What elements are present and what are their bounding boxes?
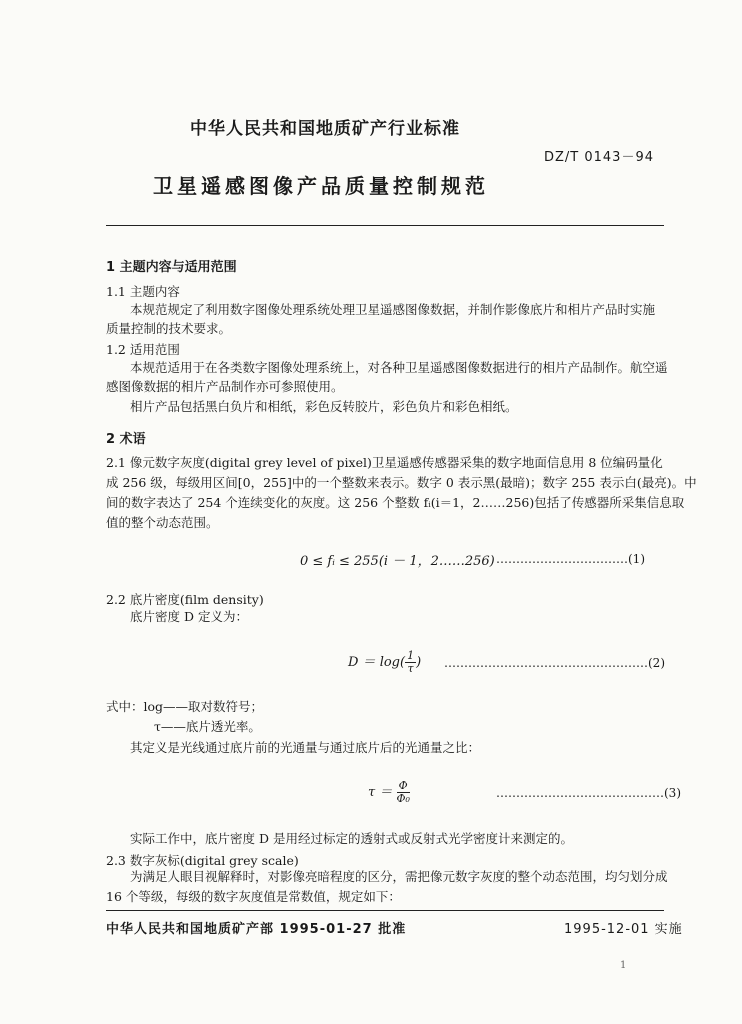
section-2-2-measurement-text: 实际工作中，底片密度 D 是用经过标定的透射式或反射式光学密度计来测定的。 xyxy=(130,831,573,846)
section-2-1-line-3: 间的数字表达了 254 个连续变化的灰度。这 256 个整数 fᵢ(i＝1，2……256)包括了传感器所采集信息取 xyxy=(106,495,685,510)
section-2-3-text-line-2: 16 个等级，每级的数字灰度值是常数值，规定如下： xyxy=(106,889,401,904)
equation-1: 0 ≤ fᵢ ≤ 255(i － 1，2……256) xyxy=(300,554,495,569)
section-1-1-text-line-1: 本规范规定了利用数字图像处理系统处理卫星遥感图像数据，并制作影像底片和相片产品时实施 xyxy=(130,302,656,317)
equation-2-denominator: τ xyxy=(407,662,414,675)
section-1-2-heading: 1.2 适用范围 xyxy=(106,342,180,357)
section-1-heading: 1 主题内容与适用范围 xyxy=(106,260,237,275)
implementation-date: 1995-12-01 实施 xyxy=(564,922,683,937)
section-2-2-ratio-text: 其定义是光线通过底片前的光通量与通过底片后的光通量之比： xyxy=(130,740,481,755)
equation-2-numerator: 1 xyxy=(407,649,415,662)
section-2-2-definition: 底片密度 D 定义为： xyxy=(130,609,248,624)
equation-3-number: ……………………………………(3) xyxy=(496,786,681,800)
section-2-3-text-line-1: 为满足人眼目视解释时，对影像亮暗程度的区分，需把像元数字灰度的整个动态范围，均匀划分成 xyxy=(130,869,668,884)
issuing-organization: 中华人民共和国地质矿产行业标准 xyxy=(190,119,460,139)
section-1-2-text-line-2: 感图像数据的相片产品制作亦可参照使用。 xyxy=(106,379,344,394)
section-2-heading: 2 术语 xyxy=(106,432,146,447)
standard-number: DZ/T 0143－94 xyxy=(544,150,654,165)
equation-2-lhs: D ＝ log( xyxy=(348,655,406,670)
where-clause-1: 式中：log——取对数符号； xyxy=(106,699,264,714)
equation-3-denominator: Φ₀ xyxy=(396,792,410,805)
section-1-1-text-line-2: 质量控制的技术要求。 xyxy=(106,321,232,336)
equation-2-number: ……………………………………………(2) xyxy=(444,656,665,670)
document-title: 卫星遥感图像产品质量控制规范 xyxy=(153,174,489,198)
section-2-1-line-1: 2.1 像元数字灰度(digital grey level of pixel)卫星遥感传感器采集的数字地面信息用 8 位编码量化 xyxy=(106,455,663,470)
section-1-2-text-line-3: 相片产品包括黑白负片和相纸，彩色反转胶片，彩色负片和彩色相纸。 xyxy=(130,399,518,414)
equation-3 xyxy=(368,780,410,805)
section-2-1-line-4: 值的整个动态范围。 xyxy=(106,515,219,530)
section-1-2-text-line-1: 本规范适用于在各类数字图像处理系统上，对各种卫星遥感图像数据进行的相片产品制作。航空遥 xyxy=(130,360,668,375)
footer-divider xyxy=(106,910,664,911)
equation-2-rhs: ) xyxy=(416,655,422,670)
section-2-1-line-2: 成 256 级，每级用区间[0，255]中的一个整数来表示。数字 0 表示黑(最暗)；数字 255 表示白(最亮)。中 xyxy=(106,475,697,490)
equation-1-number: ……………………………(1) xyxy=(496,552,645,566)
header-divider xyxy=(106,225,664,226)
section-2-3-heading: 2.3 数字灰标(digital grey scale) xyxy=(106,853,299,868)
equation-3-lhs: τ ＝ xyxy=(368,785,393,800)
where-clause-2: τ——底片透光率。 xyxy=(154,719,261,734)
equation-2-fraction xyxy=(405,650,416,675)
equation-3-numerator: Φ xyxy=(398,779,408,792)
page-mark: 1 xyxy=(620,960,627,971)
approval-line: 中华人民共和国地质矿产部 1995-01-27 批准 xyxy=(106,922,407,937)
equation-3-fraction xyxy=(396,780,409,805)
equation-2 xyxy=(348,650,421,675)
section-2-2-heading: 2.2 底片密度(film density) xyxy=(106,592,264,607)
section-1-1-heading: 1.1 主题内容 xyxy=(106,284,180,299)
